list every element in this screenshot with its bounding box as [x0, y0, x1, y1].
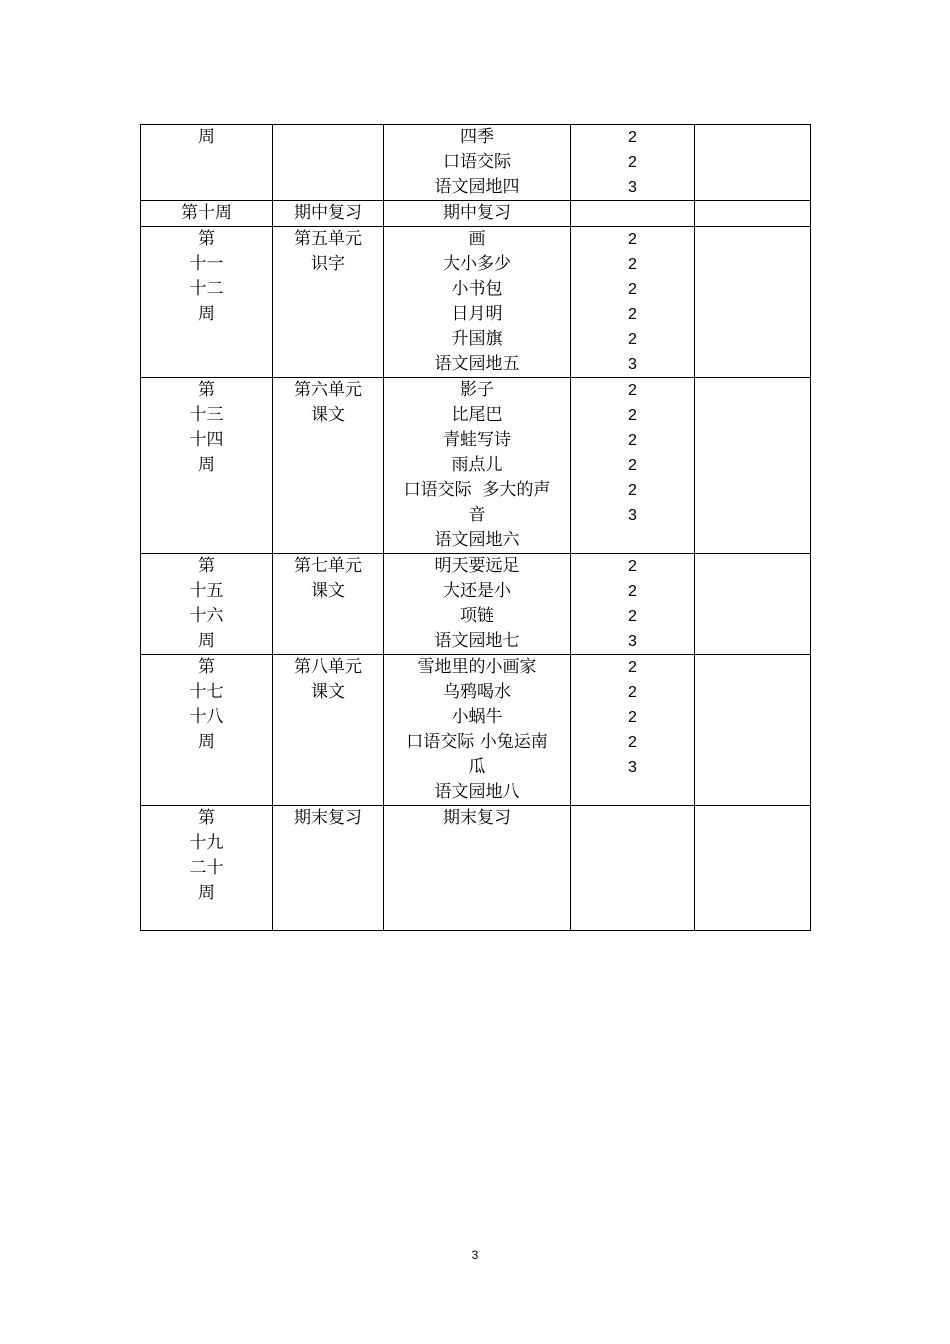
table-row [141, 125, 811, 201]
lessons-cell: 明天要远足 大还是小 项链 语文园地七 [384, 554, 571, 655]
lessons-cell: 期末复习 [384, 806, 571, 931]
hours-cell [571, 201, 695, 227]
note-cell [695, 554, 811, 655]
week-cell: 第 十一 十二 周 [141, 227, 273, 378]
week-cell: 第 十七 十八 周 [141, 655, 273, 806]
table-row [141, 554, 811, 655]
week-cell: 第 十五 十六 周 [141, 554, 273, 655]
table-row [141, 201, 811, 227]
week-cell: 第 十九 二十 周 [141, 806, 273, 931]
lessons-cell: 雪地里的小画家 乌鸦喝水 小蜗牛 口语交际 小兔运南 瓜 语文园地八 [384, 655, 571, 806]
page-number: 3 [471, 1248, 479, 1262]
table-row [141, 378, 811, 554]
unit-cell: 期末复习 [273, 806, 384, 931]
note-cell [695, 378, 811, 554]
hours-cell: 2 2 2 2 2 3 [571, 227, 695, 378]
unit-cell: 第八单元 课文 [273, 655, 384, 806]
unit-cell: 第七单元 课文 [273, 554, 384, 655]
hours-cell: 2 2 2 2 3 [571, 655, 695, 806]
hours-cell: 2 2 3 [571, 125, 695, 201]
unit-cell: 期中复习 [273, 201, 384, 227]
note-cell [695, 125, 811, 201]
note-cell [695, 201, 811, 227]
table-row [141, 655, 811, 806]
week-cell: 周 [141, 125, 273, 201]
table-row [141, 227, 811, 378]
week-cell: 第十周 [141, 201, 273, 227]
note-cell [695, 806, 811, 931]
hours-cell: 2 2 2 3 [571, 554, 695, 655]
table-row [141, 806, 811, 931]
lessons-cell: 画 大小多少 小书包 日月明 升国旗 语文园地五 [384, 227, 571, 378]
note-cell [695, 227, 811, 378]
schedule-table [140, 124, 811, 931]
hours-cell: 2 2 2 2 2 3 [571, 378, 695, 554]
hours-cell [571, 806, 695, 931]
note-cell [695, 655, 811, 806]
lessons-cell: 影子 比尾巴 青蛙写诗 雨点儿 口语交际 多大的声 音 语文园地六 [384, 378, 571, 554]
lessons-cell: 期中复习 [384, 201, 571, 227]
unit-cell: 第六单元 课文 [273, 378, 384, 554]
lessons-cell: 四季 口语交际 语文园地四 [384, 125, 571, 201]
week-cell: 第 十三 十四 周 [141, 378, 273, 554]
unit-cell [273, 125, 384, 201]
unit-cell: 第五单元 识字 [273, 227, 384, 378]
